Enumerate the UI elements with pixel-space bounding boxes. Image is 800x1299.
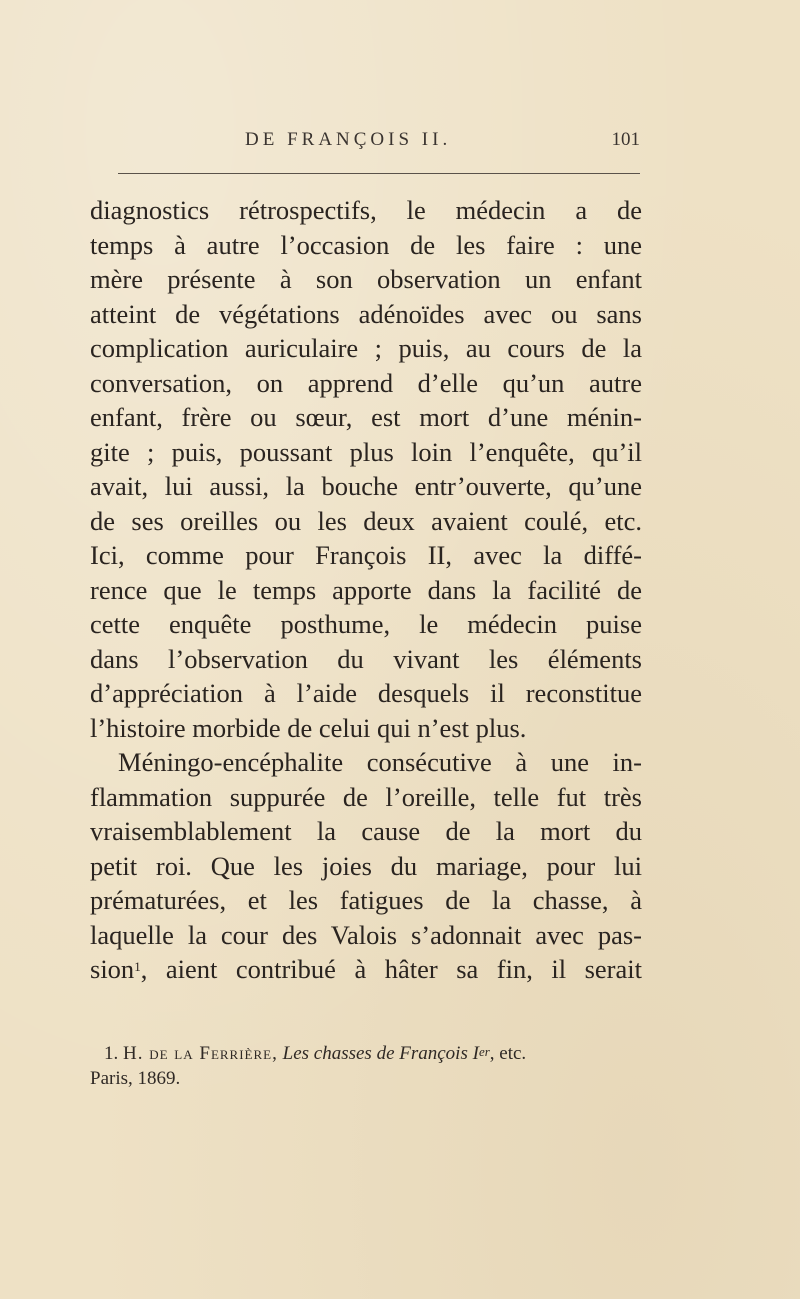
text-line: dans l’observation du vivant les éléments [90,643,642,674]
text-line: diagnostics rétrospectifs, le médecin a de [90,195,642,225]
text-line: mère présente à son observation un enfant [90,264,642,294]
text-line: Ici, comme pour François II, avec la diffé- [90,540,642,570]
running-head [90,129,640,159]
text-line: flammation suppurée de l’oreille, telle fut très [90,781,642,812]
text-line: atteint de végétations adénoïdes avec ou sans [90,298,642,329]
text-line: l’histoire morbide de celui qui n’est plus. [90,712,527,743]
text-line: prématurées, et les fatigues de la chasse, à [90,885,642,915]
text-line: laquelle la cour des Valois s’adonnait avec pas- [90,919,642,950]
text-line: d’appréciation à l’aide desquels il reconstitue [90,678,642,708]
text-fragment: sion [90,954,135,984]
footnote-line: Paris, 1869. [90,1068,181,1089]
footnote [90,1041,642,1091]
text-line: vraisemblablement la cause de la mort du [90,816,642,846]
text-line: petit roi. Que les joies du mariage, pour lui [90,850,642,881]
text-line-with-footnote-ref [90,952,642,987]
text-line: conversation, on apprend d’elle qu’un autre [90,367,642,398]
footnote-title: Les chasses de François I [282,1043,479,1064]
footnote-line [90,1041,642,1066]
text-line: enfant, frère ou sœur, est mort d’une ménin- [90,402,642,432]
footnote-title-sup: er [478,1044,490,1059]
text-line: complication auriculaire ; puis, au cours de la [90,333,642,363]
footnote-number: 1. [104,1043,119,1064]
footnote-tail: , etc. [489,1043,527,1064]
text-line: cette enquête posthume, le médecin puise [90,609,642,639]
text-line: Méningo-encéphalite consécutive à une in- [118,747,642,777]
text-line: avait, lui aussi, la bouche entr’ouverte, qu’une [90,471,642,501]
page-number: 101 [611,129,640,150]
header-rule [118,173,640,174]
text-line: rence que le temps apporte dans la facilité de [90,574,642,605]
running-title: DE FRANÇOIS II. [245,129,452,150]
body-text [90,193,642,987]
text-line: gite ; puis, poussant plus loin l’enquête, qu’il [90,436,642,467]
footnote-reference[interactable]: 1 [134,959,141,974]
text-fragment: , aient contribué à hâter sa fin, il serait [140,954,642,984]
text-line: de ses oreilles ou les deux avaient coulé, etc. [90,505,642,536]
text-line: temps à autre l’occasion de les faire : une [90,229,642,260]
footnote-author: H. de la Ferrière, [123,1043,278,1064]
